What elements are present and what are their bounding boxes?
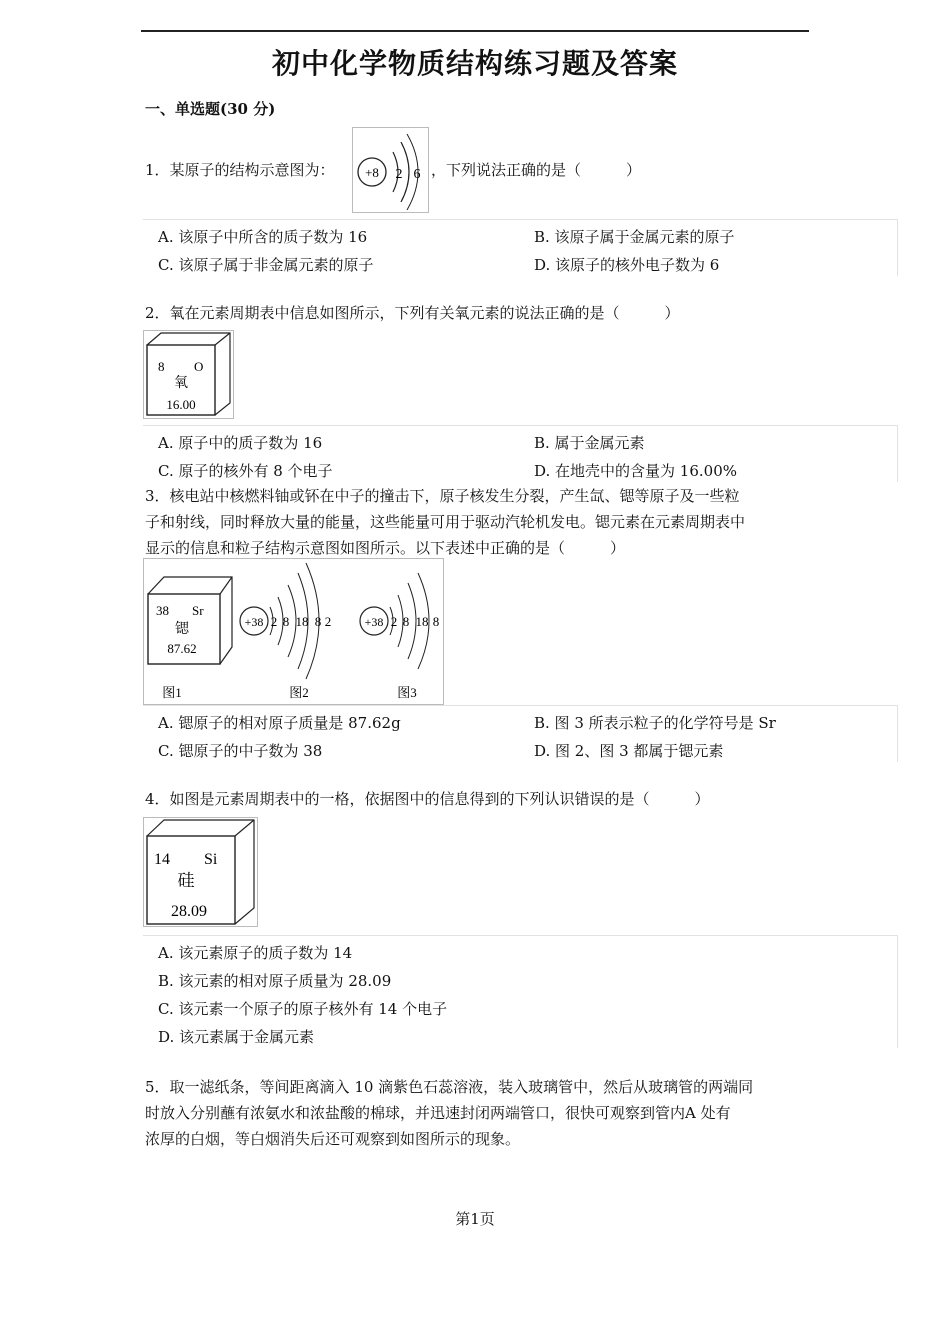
q2-option-b[interactable]: B. 属于金属元素: [534, 434, 645, 452]
question-3-options: [143, 705, 898, 762]
q3-atom-shell-5: 2: [324, 614, 332, 629]
q2-element-name: 氧: [174, 376, 188, 391]
q1-shell-1: 2: [395, 167, 403, 182]
q3-ion-shell-3: 18: [415, 614, 429, 629]
q3-symbol: Sr: [192, 603, 204, 618]
question-2-stem: 2．氧在元素周期表中信息如图所示，下列有关氧元素的说法正确的是（ ）: [145, 304, 680, 322]
q3-atomic-mass: 87.62: [167, 641, 197, 656]
question-1-stem-before: 1．某原子的结构示意图为：: [145, 161, 335, 179]
q3-atom-shell-3: 18: [295, 614, 309, 629]
q3-atomic-number: 38: [156, 603, 169, 618]
q3-stem-line-3: 显示的信息和粒子结构示意图如图所示。以下表述中正确的是（ ）: [145, 539, 626, 557]
q3-atom-shell-4: 8: [314, 614, 322, 629]
question-5-stem: [145, 1074, 817, 1152]
header-rule: [141, 30, 809, 32]
q5-stem-line-1: 5．取一滤纸条，等间距离滴入 10 滴紫色石蕊溶液，装入玻璃管中，然后从玻璃管的两端同: [145, 1078, 754, 1096]
q2-option-a[interactable]: A. 原子中的质子数为 16: [158, 434, 323, 452]
q4-symbol: Si: [204, 851, 218, 868]
q3-ion-nucleus: +38: [364, 615, 384, 629]
q1-option-a[interactable]: A. 该原子中所含的质子数为 16: [158, 228, 368, 246]
q2-symbol: O: [194, 359, 204, 374]
page-number: 第1页: [455, 1210, 495, 1228]
q4-element-name: 硅: [177, 871, 195, 890]
q3-option-d[interactable]: D. 图 2、图 3 都属于锶元素: [534, 742, 724, 760]
periodic-cell-oxygen: [143, 330, 234, 419]
q1-option-b[interactable]: B. 该原子属于金属元素的原子: [534, 228, 735, 246]
q4-option-a[interactable]: A. 该元素原子的质子数为 14: [158, 944, 353, 962]
question-4-stem: 4．如图是元素周期表中的一格，依据图中的信息得到的下列认识错误的是（ ）: [145, 790, 710, 808]
q3-atom-shell-1: 2: [270, 614, 278, 629]
q5-stem-line-2: 时放入分别蘸有浓氨水和浓盐酸的棉球，并迅速封闭两端管口，很快可观察到管内A 处有: [145, 1104, 731, 1122]
q2-option-d[interactable]: D. 在地壳中的含量为 16.00%: [534, 462, 737, 480]
q3-option-c[interactable]: C. 锶原子的中子数为 38: [158, 742, 323, 760]
q3-stem-line-1: 3．核电站中核燃料铀或钚在中子的撞击下，原子核发生分裂，产生氙、锶等原子及一些粒: [145, 487, 740, 505]
q3-option-b[interactable]: B. 图 3 所表示粒子的化学符号是 Sr: [534, 714, 776, 732]
q3-stem-line-2: 子和射线，同时释放大量的能量，这些能量可用于驱动汽轮机发电。锶元素在元素周期表中: [145, 513, 746, 531]
question-1-stem-after: ，下列说法正确的是（ ）: [431, 161, 642, 179]
question-3-stem: [145, 483, 817, 561]
q3-caption-3: 图3: [397, 685, 417, 700]
question-4-options: [143, 935, 898, 1048]
section-heading: 一、单选题(30 分): [145, 100, 276, 118]
q3-option-a[interactable]: A. 锶原子的相对原子质量是 87.62g: [158, 714, 401, 732]
page-title: 初中化学物质结构练习题及答案: [271, 47, 678, 80]
q2-atomic-number: 8: [158, 359, 165, 374]
q3-caption-2: 图2: [289, 685, 309, 700]
q3-ion-shell-2: 8: [402, 614, 410, 629]
strontium-figure: [143, 558, 444, 705]
q5-stem-line-3: 浓厚的白烟，等白烟消失后还可观察到如图所示的现象。: [145, 1130, 521, 1148]
q3-caption-1: 图1: [162, 685, 182, 700]
atom-structure-diagram-oxygen: [352, 127, 429, 213]
q1-option-c[interactable]: C. 该原子属于非金属元素的原子: [158, 256, 374, 274]
periodic-cell-silicon: [143, 817, 258, 927]
q3-element-name: 锶: [175, 622, 189, 637]
q4-option-b[interactable]: B. 该元素的相对原子质量为 28.09: [158, 972, 392, 990]
q3-atom-shell-2: 8: [282, 614, 290, 629]
q2-atomic-mass: 16.00: [166, 397, 196, 412]
q4-atomic-mass: 28.09: [171, 903, 207, 920]
question-2-options: [143, 425, 898, 482]
question-1-options: [143, 219, 898, 276]
q2-option-c[interactable]: C. 原子的核外有 8 个电子: [158, 462, 333, 480]
q4-option-d[interactable]: D. 该元素属于金属元素: [158, 1028, 315, 1046]
q3-atom-nucleus: +38: [244, 615, 264, 629]
q4-atomic-number: 14: [154, 851, 170, 868]
q1-option-d[interactable]: D. 该原子的核外电子数为 6: [534, 256, 720, 274]
q1-shell-2: 6: [413, 167, 421, 182]
q3-ion-shell-4: 8: [432, 614, 440, 629]
q1-nucleus-label: +8: [365, 165, 379, 180]
q4-option-c[interactable]: C. 该元素一个原子的原子核外有 14 个电子: [158, 1000, 448, 1018]
q3-ion-shell-1: 2: [390, 614, 398, 629]
